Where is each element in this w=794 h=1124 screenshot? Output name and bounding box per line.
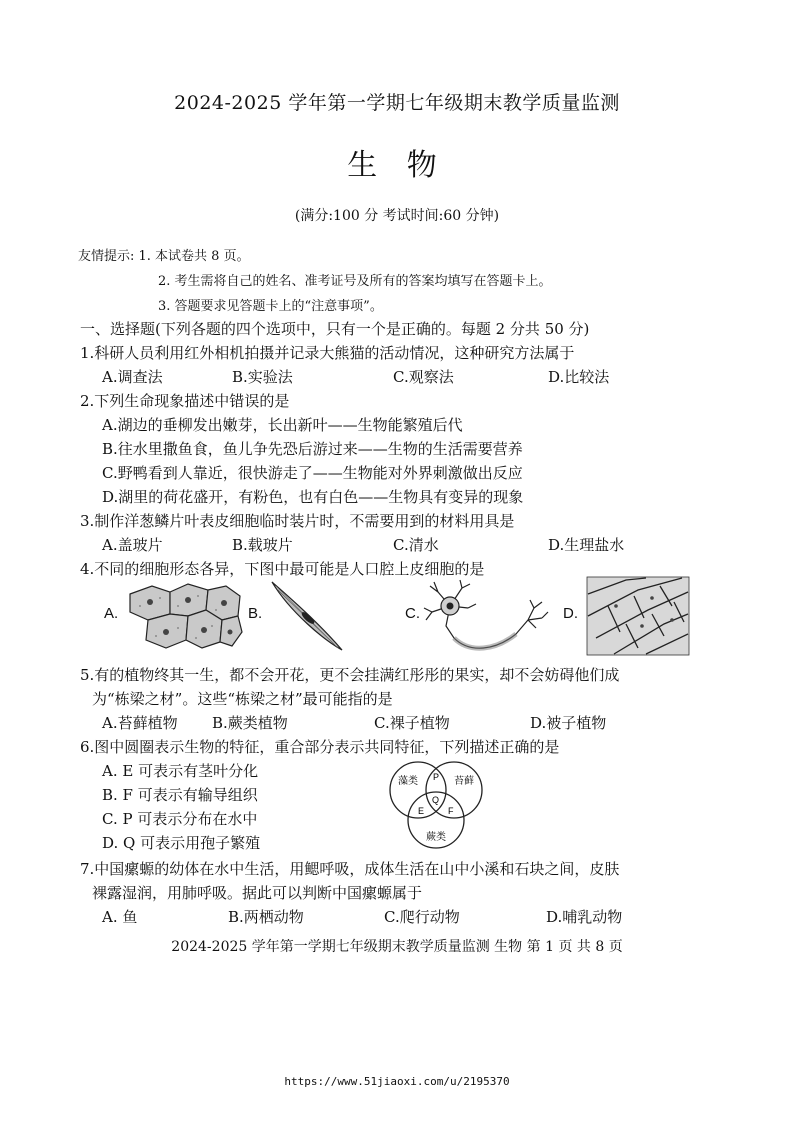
q6-option-c[interactable]: C. P 可表示分布在水中 — [102, 810, 258, 828]
watermark-url[interactable]: https://www.51jiaoxi.com/u/2195370 — [284, 1075, 510, 1088]
q3-option-c[interactable]: C.清水 — [393, 536, 439, 554]
q5-option-a[interactable]: A.苔藓植物 — [102, 714, 178, 732]
q1-option-c[interactable]: C.观察法 — [393, 368, 454, 386]
q4-label-b[interactable]: B. — [248, 605, 263, 622]
q2-option-c[interactable]: C.野鸭看到人靠近，很快游走了——生物能对外界刺激做出反应 — [102, 464, 523, 482]
q4-stem: 4.不同的细胞形态各异，下图中最可能是人口腔上皮细胞的是 — [80, 560, 485, 578]
q5-stem-line-2: 为“栋梁之材”。这些“栋梁之材”最可能指的是 — [92, 690, 393, 708]
q6-option-a[interactable]: A. E 可表示有茎叶分化 — [102, 762, 259, 780]
neuron-figure — [420, 578, 550, 666]
q2-option-a[interactable]: A.湖边的垂柳发出嫩芽，长出新叶——生物能繁殖后代 — [102, 416, 463, 434]
venn-region-p: P — [433, 772, 440, 782]
venn-label-bottom: 蕨类 — [426, 832, 446, 843]
q7-option-d[interactable]: D.哺乳动物 — [546, 908, 623, 926]
venn-region-e: E — [418, 806, 425, 816]
q6-option-b[interactable]: B. F 可表示有输导组织 — [102, 786, 258, 804]
q6-option-d[interactable]: D. Q 可表示用孢子繁殖 — [102, 834, 261, 852]
venn-region-q: Q — [432, 795, 440, 805]
q4-label-a[interactable]: A. — [104, 605, 119, 622]
tip-line-2: 2. 考生需将自己的姓名、准考证号及所有的答案均填写在答题卡上。 — [158, 274, 552, 289]
q2-stem: 2.下列生命现象描述中错误的是 — [80, 392, 290, 410]
q3-option-b[interactable]: B.载玻片 — [232, 536, 293, 554]
q5-stem-line-1: 5.有的植物终其一生，都不会开花，更不会挂满红彤彤的果实，却不会妨碍他们成 — [80, 666, 620, 684]
venn-diagram — [382, 760, 490, 852]
q7-option-c[interactable]: C.爬行动物 — [384, 908, 460, 926]
q1-option-a[interactable]: A.调查法 — [102, 368, 163, 386]
subject-title: 生 物 — [347, 148, 447, 183]
q5-option-d[interactable]: D.被子植物 — [530, 714, 607, 732]
q2-option-b[interactable]: B.往水里撒鱼食，鱼儿争先恐后游过来——生物的生活需要营养 — [102, 440, 523, 458]
section-header: 一、选择题(下列各题的四个选项中，只有一个是正确的。每题 2 分共 50 分) — [80, 320, 590, 338]
q3-stem: 3.制作洋葱鳞片叶表皮细胞临时装片时，不需要用到的材料用具是 — [80, 512, 515, 530]
q7-stem-line-1: 7.中国瘰螈的幼体在水中生活，用鳃呼吸，成体生活在山中小溪和石块之间，皮肤 — [80, 860, 620, 878]
q7-option-a[interactable]: A. 鱼 — [102, 908, 138, 926]
exam-meta: (满分:100 分 考试时间:60 分钟) — [294, 208, 500, 224]
q5-option-b[interactable]: B.蕨类植物 — [212, 714, 288, 732]
q1-stem: 1.科研人员利用红外相机拍摄并记录大熊猫的活动情况，这种研究方法属于 — [80, 344, 575, 362]
q1-option-b[interactable]: B.实验法 — [232, 368, 293, 386]
exam-title: 2024-2025 学年第一学期七年级期末教学质量监测 — [174, 92, 620, 114]
tip-line-1: 友情提示: 1. 本试卷共 8 页。 — [78, 249, 250, 264]
tips-block — [78, 244, 552, 319]
q1-option-d[interactable]: D.比较法 — [548, 368, 610, 386]
venn-region-f: F — [448, 806, 454, 816]
q2-option-d[interactable]: D.湖里的荷花盛开，有粉色，也有白色——生物具有变异的现象 — [102, 488, 524, 506]
q7-option-b[interactable]: B.两栖动物 — [228, 908, 304, 926]
tip-line-3: 3. 答题要求见答题卡上的“注意事项”。 — [158, 299, 383, 314]
venn-label-right: 苔藓 — [454, 776, 474, 787]
epithelial-cells-figure — [126, 580, 244, 652]
q6-stem: 6.图中圆圈表示生物的特征，重合部分表示共同特征，下列描述正确的是 — [80, 738, 560, 756]
q5-option-c[interactable]: C.裸子植物 — [374, 714, 450, 732]
onion-epidermis-figure — [586, 576, 690, 656]
muscle-cell-figure — [268, 578, 346, 654]
q3-option-a[interactable]: A.盖玻片 — [102, 536, 163, 554]
q4-label-c[interactable]: C. — [405, 605, 420, 622]
venn-circle-moss — [426, 762, 482, 818]
q7-stem-line-2: 裸露湿润，用肺呼吸。据此可以判断中国瘰螈属于 — [92, 884, 423, 902]
q4-label-d[interactable]: D. — [563, 605, 578, 622]
page-footer: 2024-2025 学年第一学期七年级期末教学质量监测 生物 第 1 页 共 8 页 — [171, 939, 623, 955]
q3-option-d[interactable]: D.生理盐水 — [548, 536, 625, 554]
venn-label-left: 藻类 — [398, 776, 418, 787]
